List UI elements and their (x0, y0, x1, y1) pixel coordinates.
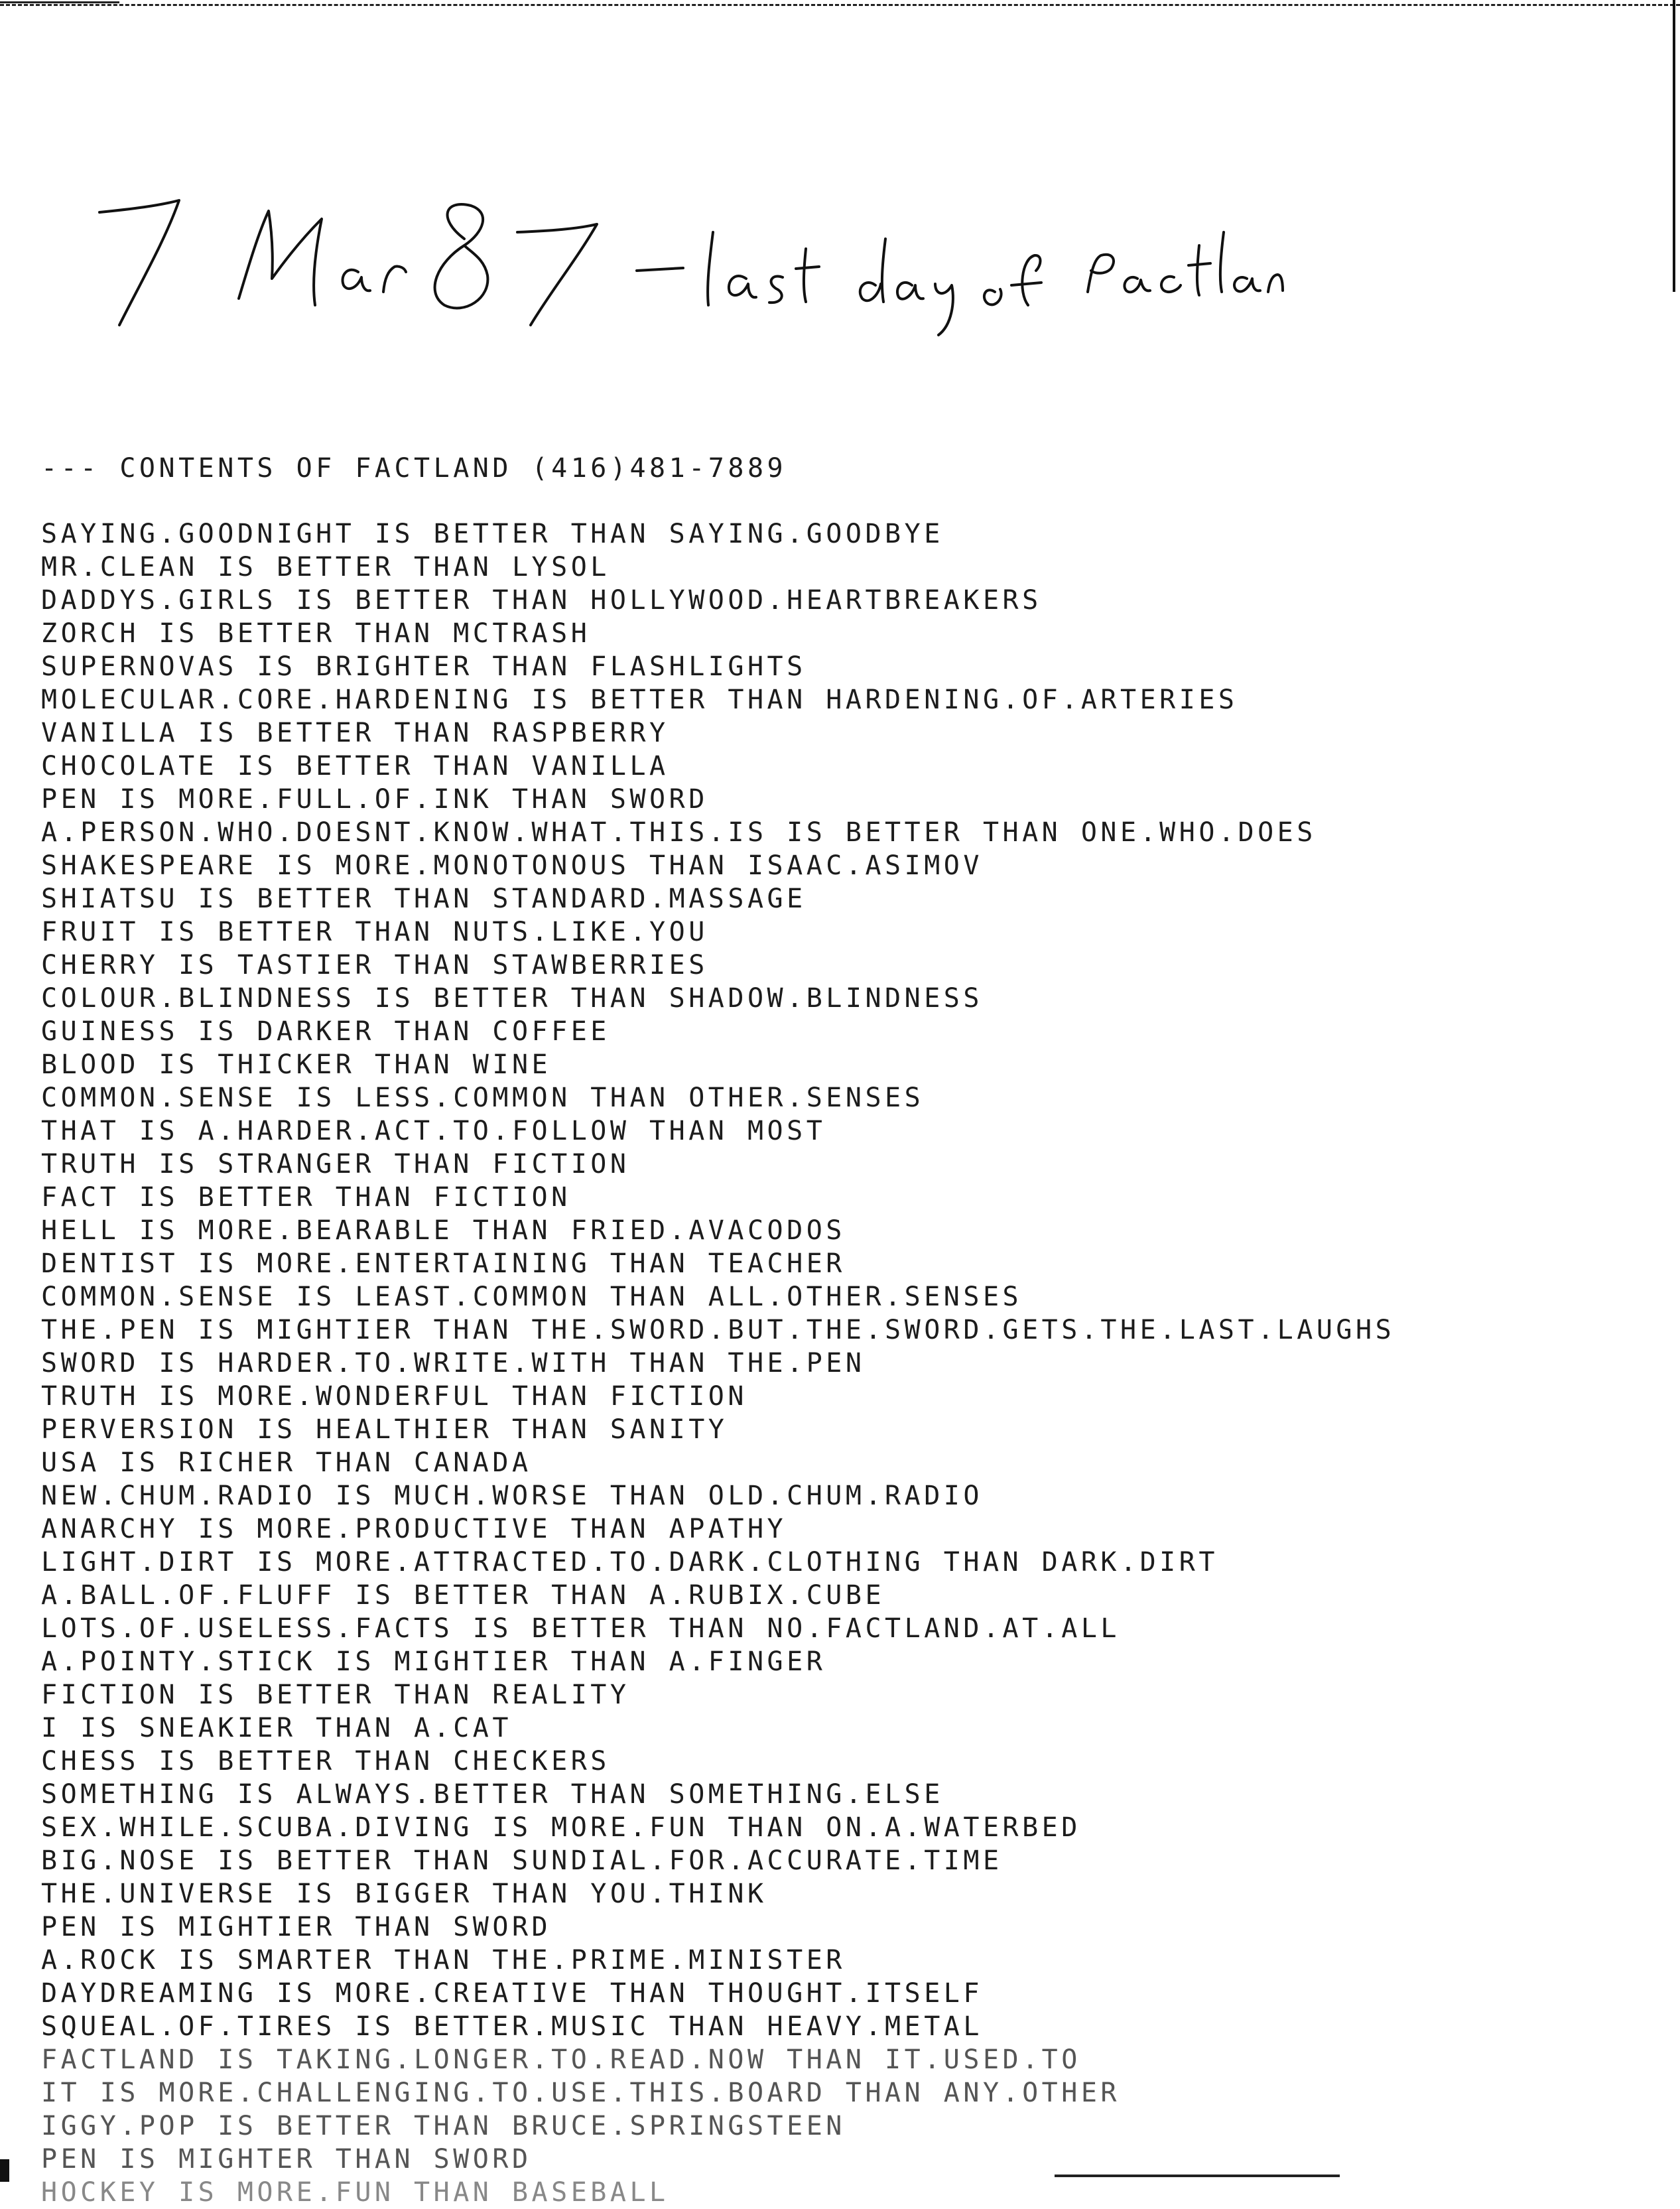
list-item: MR.CLEAN IS BETTER THAN LYSOL (41, 552, 610, 582)
list-item: TRUTH IS STRANGER THAN FICTION (41, 1149, 630, 1179)
list-item: A.BALL.OF.FLUFF IS BETTER THAN A.RUBIX.CUBE (41, 1580, 885, 1611)
list-item: SAYING.GOODNIGHT IS BETTER THAN SAYING.GOODBYE (41, 519, 944, 549)
list-item: ANARCHY IS MORE.PRODUCTIVE THAN APATHY (41, 1514, 787, 1544)
list-item: SEX.WHILE.SCUBA.DIVING IS MORE.FUN THAN ON.A.WATERBED (41, 1812, 1081, 1843)
list-item: CHOCOLATE IS BETTER THAN VANILLA (41, 751, 669, 781)
list-item: COMMON.SENSE IS LEAST.COMMON THAN ALL.OTHER.SENSES (41, 1282, 1023, 1312)
list-item: SUPERNOVAS IS BRIGHTER THAN FLASHLIGHTS (41, 651, 807, 682)
list-item: PEN IS MIGHTER THAN SWORD (41, 2144, 532, 2175)
list-item: A.ROCK IS SMARTER THAN THE.PRIME.MINISTER (41, 1945, 846, 1975)
list-item: DADDYS.GIRLS IS BETTER THAN HOLLYWOOD.HEARTBREAKERS (41, 585, 1042, 616)
list-item: NEW.CHUM.RADIO IS MUCH.WORSE THAN OLD.CHUM.RADIO (41, 1481, 983, 1511)
list-item: SOMETHING IS ALWAYS.BETTER THAN SOMETHING.ELSE (41, 1779, 944, 1810)
list-item: THAT IS A.HARDER.ACT.TO.FOLLOW THAN MOST (41, 1116, 826, 1146)
list-item: IT IS MORE.CHALLENGING.TO.USE.THIS.BOARD THAN ANY.OTHER (41, 2078, 1121, 2108)
list-item: CHERRY IS TASTIER THAN STAWBERRIES (41, 950, 708, 980)
list-item: LOTS.OF.USELESS.FACTS IS BETTER THAN NO.FACTLAND.AT.ALL (41, 1613, 1121, 1644)
list-item: HELL IS MORE.BEARABLE THAN FRIED.AVACODOS (41, 1215, 846, 1246)
list-item: ZORCH IS BETTER THAN MCTRASH (41, 618, 591, 649)
handwritten-date-note (93, 192, 1287, 345)
facts-list (41, 517, 1395, 2208)
list-item: A.PERSON.WHO.DOESNT.KNOW.WHAT.THIS.IS IS BETTER THAN ONE.WHO.DOES (41, 817, 1317, 848)
list-item: COLOUR.BLINDNESS IS BETTER THAN SHADOW.BLINDNESS (41, 983, 983, 1014)
list-item: THE.PEN IS MIGHTIER THAN THE.SWORD.BUT.THE.SWORD.GETS.THE.LAST.LAUGHS (41, 1315, 1395, 1345)
list-item: DAYDREAMING IS MORE.CREATIVE THAN THOUGHT.ITSELF (41, 1978, 983, 2009)
list-item: VANILLA IS BETTER THAN RASPBERRY (41, 718, 669, 748)
list-item: HOCKEY IS MORE.FUN THAN BASEBALL (41, 2177, 669, 2208)
scan-perforation-line (0, 4, 1680, 6)
list-item: A.POINTY.STICK IS MIGHTIER THAN A.FINGER (41, 1646, 826, 1677)
list-item: CHESS IS BETTER THAN CHECKERS (41, 1746, 610, 1776)
list-item: IGGY.POP IS BETTER THAN BRUCE.SPRINGSTEEN (41, 2111, 846, 2141)
list-item: PEN IS MIGHTIER THAN SWORD (41, 1912, 552, 1942)
list-item: FACT IS BETTER THAN FICTION (41, 1182, 571, 1213)
list-item: PEN IS MORE.FULL.OF.INK THAN SWORD (41, 784, 708, 815)
scan-top-edge (0, 1, 119, 3)
scan-corner-mark (0, 2159, 9, 2182)
document-header: --- CONTENTS OF FACTLAND (416)481-7889 (41, 453, 787, 484)
list-item: TRUTH IS MORE.WONDERFUL THAN FICTION (41, 1381, 747, 1412)
list-item: USA IS RICHER THAN CANADA (41, 1447, 532, 1478)
list-item: SWORD IS HARDER.TO.WRITE.WITH THAN THE.PEN (41, 1348, 866, 1378)
list-item: SHAKESPEARE IS MORE.MONOTONOUS THAN ISAAC.ASIMOV (41, 850, 983, 881)
list-item: FRUIT IS BETTER THAN NUTS.LIKE.YOU (41, 917, 708, 947)
list-item: I IS SNEAKIER THAN A.CAT (41, 1713, 512, 1743)
list-item: GUINESS IS DARKER THAN COFFEE (41, 1016, 610, 1047)
scan-bottom-rule (1055, 2175, 1340, 2177)
list-item: SQUEAL.OF.TIRES IS BETTER.MUSIC THAN HEAVY.METAL (41, 2011, 983, 2042)
list-item: THE.UNIVERSE IS BIGGER THAN YOU.THINK (41, 1879, 767, 1909)
list-item: FACTLAND IS TAKING.LONGER.TO.READ.NOW THAN IT.USED.TO (41, 2044, 1081, 2075)
list-item: COMMON.SENSE IS LESS.COMMON THAN OTHER.SENSES (41, 1083, 925, 1113)
scan-right-edge (1673, 0, 1675, 292)
list-item: BLOOD IS THICKER THAN WINE (41, 1049, 552, 1080)
list-item: SHIATSU IS BETTER THAN STANDARD.MASSAGE (41, 884, 807, 914)
list-item: PERVERSION IS HEALTHIER THAN SANITY (41, 1414, 728, 1445)
list-item: FICTION IS BETTER THAN REALITY (41, 1680, 630, 1710)
list-item: MOLECULAR.CORE.HARDENING IS BETTER THAN HARDENING.OF.ARTERIES (41, 685, 1238, 715)
list-item: DENTIST IS MORE.ENTERTAINING THAN TEACHER (41, 1248, 846, 1279)
list-item: BIG.NOSE IS BETTER THAN SUNDIAL.FOR.ACCURATE.TIME (41, 1845, 1003, 1876)
list-item: LIGHT.DIRT IS MORE.ATTRACTED.TO.DARK.CLOTHING THAN DARK.DIRT (41, 1547, 1218, 1577)
